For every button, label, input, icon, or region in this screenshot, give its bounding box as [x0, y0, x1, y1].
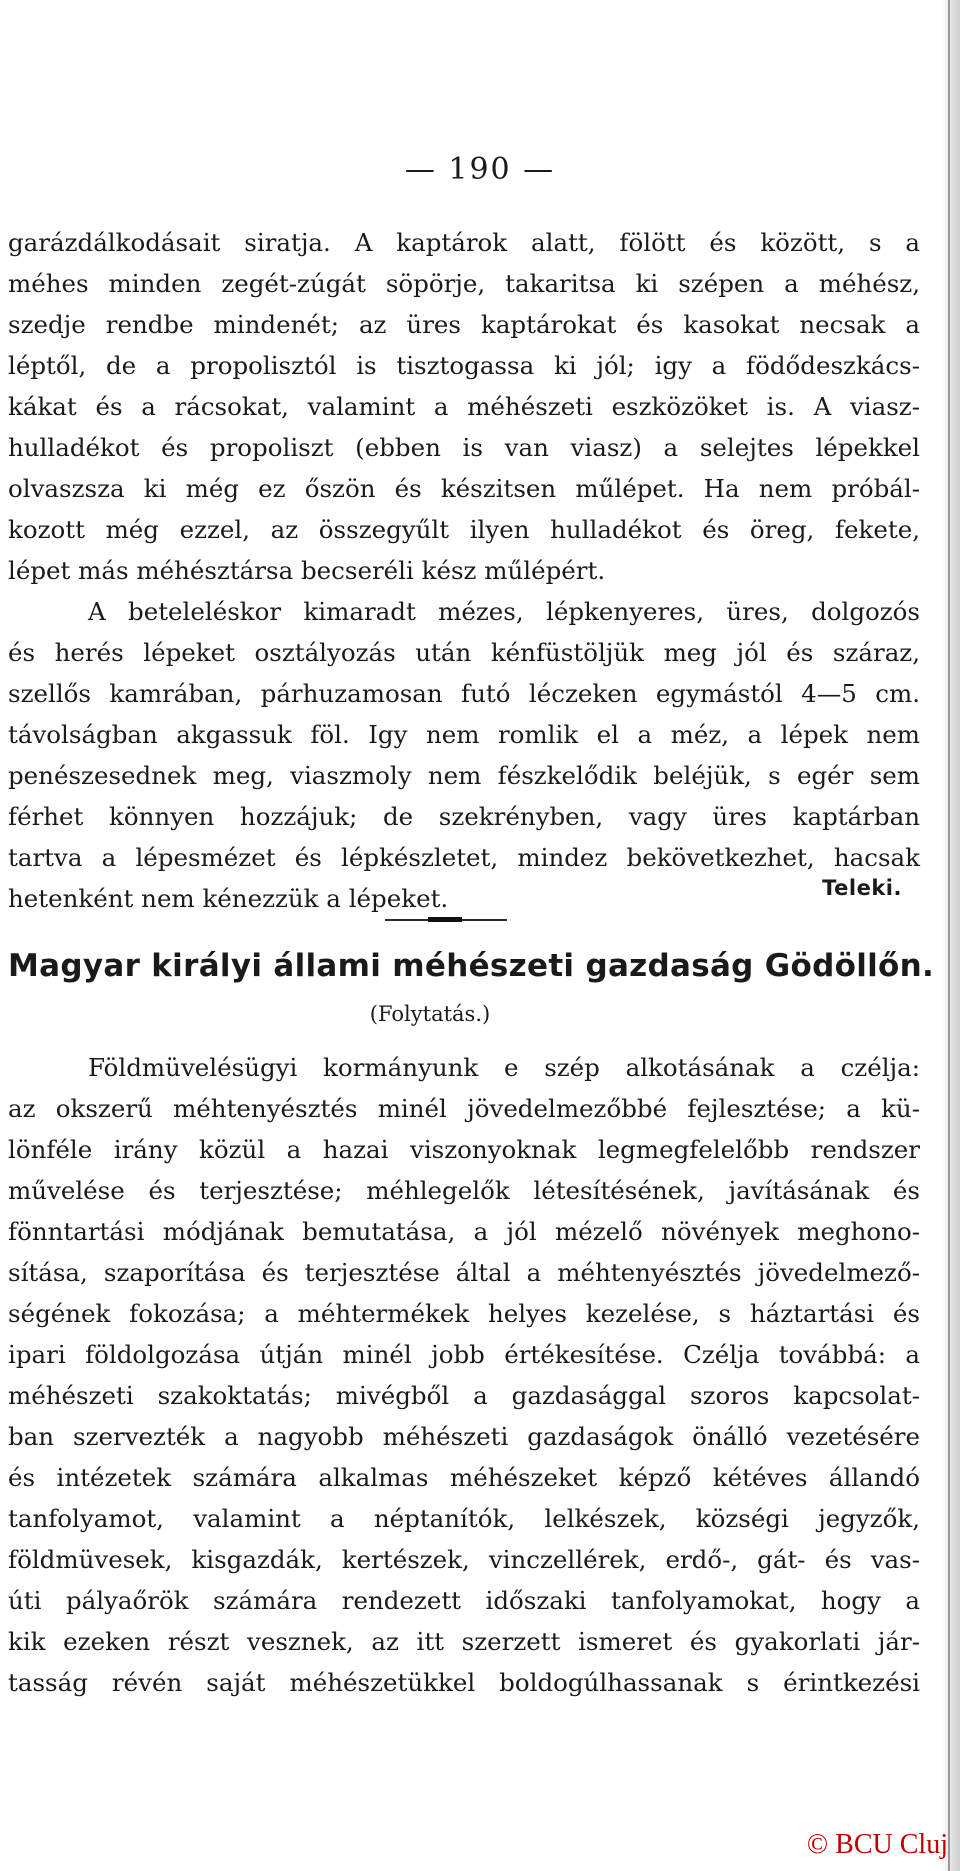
text-line: az okszerű méhtenyésztés minél jövedelmezőbbé fejlesztése; a kü-: [8, 1094, 920, 1123]
text-line: férhet könnyen hozzájuk; de szekrényben, vagy üres kaptárban: [8, 802, 920, 831]
article-subtitle: (Folytatás.): [369, 1002, 491, 1026]
text-line: távolságban akgassuk föl. Igy nem romlik el a méz, a lépek nem: [8, 720, 920, 749]
text-line: olvaszsza ki még ez őszön és készitsen műlépet. Ha nem próbál-: [8, 474, 920, 503]
text-line: méhészeti szakoktatás; mivégből a gazdasággal szoros kapcsolat-: [8, 1381, 920, 1410]
text-line: sítása, szaporítása és terjesztése által a méhtenyésztés jövedelmező-: [8, 1258, 920, 1287]
article-body: [8, 1047, 920, 1703]
page-edge-shadow: [942, 0, 960, 1871]
section-divider-ornament: [428, 917, 462, 922]
text-line: szellős kamrában, párhuzamosan futó léczeken egymástól 4—5 cm.: [8, 679, 920, 708]
paragraph-previous-article: [8, 222, 920, 919]
text-line: hulladékot és propoliszt (ebben is van viasz) a selejtes lépekkel: [8, 433, 920, 462]
text-line: és herés lépeket osztályozás után kénfüstöljük meg jól és száraz,: [8, 638, 920, 667]
text-line: tartva a lépesmézet és lépkészletet, mindez bekövetkezhet, hacsak: [8, 843, 920, 872]
text-line: léptől, de a propolisztól is tisztogassa ki jól; igy a födődeszkács-: [8, 351, 920, 380]
author-signature: Teleki.: [822, 876, 902, 900]
text-line: művelése és terjesztése; méhlegelők létesítésének, javításának és: [8, 1176, 920, 1205]
text-line: kik ezeken részt vesznek, az itt szerzett ismeret és gyakorlati jár-: [8, 1627, 920, 1656]
text-line: kozott még ezzel, az összegyűlt ilyen hulladékot és öreg, fekete,: [8, 515, 920, 544]
page-number: — 190 —: [404, 152, 556, 187]
text-line: fönntartási módjának bemutatása, a jól mézelő növények meghono-: [8, 1217, 920, 1246]
text-line: tasság révén saját méhészetükkel boldogúlhassanak s érintkezési: [8, 1668, 920, 1697]
text-line: úti pályaőrök számára rendezett időszaki tanfolyamokat, hogy a: [8, 1586, 920, 1615]
library-watermark: © BCU Cluj: [806, 1829, 948, 1860]
text-line: ipari földolgozása útján minél jobb értékesítése. Czélja továbbá: a: [8, 1340, 920, 1369]
text-line: kákat és a rácsokat, valamint a méhészeti eszközöket is. A viasz-: [8, 392, 920, 421]
text-line: lépet más méhésztársa becseréli kész műlépért.: [8, 556, 606, 585]
text-line: garázdálkodásait siratja. A kaptárok alatt, fölött és között, s a: [8, 228, 920, 257]
text-line: penészesednek meg, viaszmoly nem fészkelődik beléjük, s egér sem: [8, 761, 920, 790]
text-line: A beteleléskor kimaradt mézes, lépkenyeres, üres, dolgozós: [88, 597, 920, 626]
text-line: ban szervezték a nagyobb méhészeti gazdaságok önálló vezetésére: [8, 1422, 920, 1451]
page-edge-line: [948, 0, 950, 1871]
text-line: szedje rendbe mindenét; az üres kaptárokat és kasokat necsak a: [8, 310, 920, 339]
text-line: Földmüvelésügyi kormányunk e szép alkotásának a czélja:: [88, 1053, 920, 1082]
text-line: földmüvesek, kisgazdák, kertészek, vinczellérek, erdő-, gát- és vas-: [8, 1545, 920, 1574]
text-line: tanfolyamot, valamint a néptanítók, lelkészek, községi jegyzők,: [8, 1504, 920, 1533]
text-line: hetenként nem kénezzük a lépeket.: [8, 884, 449, 913]
text-line: ségének fokozása; a méhtermékek helyes kezelése, s háztartási és: [8, 1299, 920, 1328]
article-title: Magyar királyi állami méhészeti gazdaság Gödöllőn.: [8, 948, 935, 984]
text-line: méhes minden zegét-zúgát söpörje, takaritsa ki szépen a méhész,: [8, 269, 920, 298]
text-line: lönféle irány közül a hazai viszonyoknak legmegfelelőbb rendszer: [8, 1135, 920, 1164]
text-line: és intézetek számára alkalmas méhészeket képző kétéves állandó: [8, 1463, 920, 1492]
